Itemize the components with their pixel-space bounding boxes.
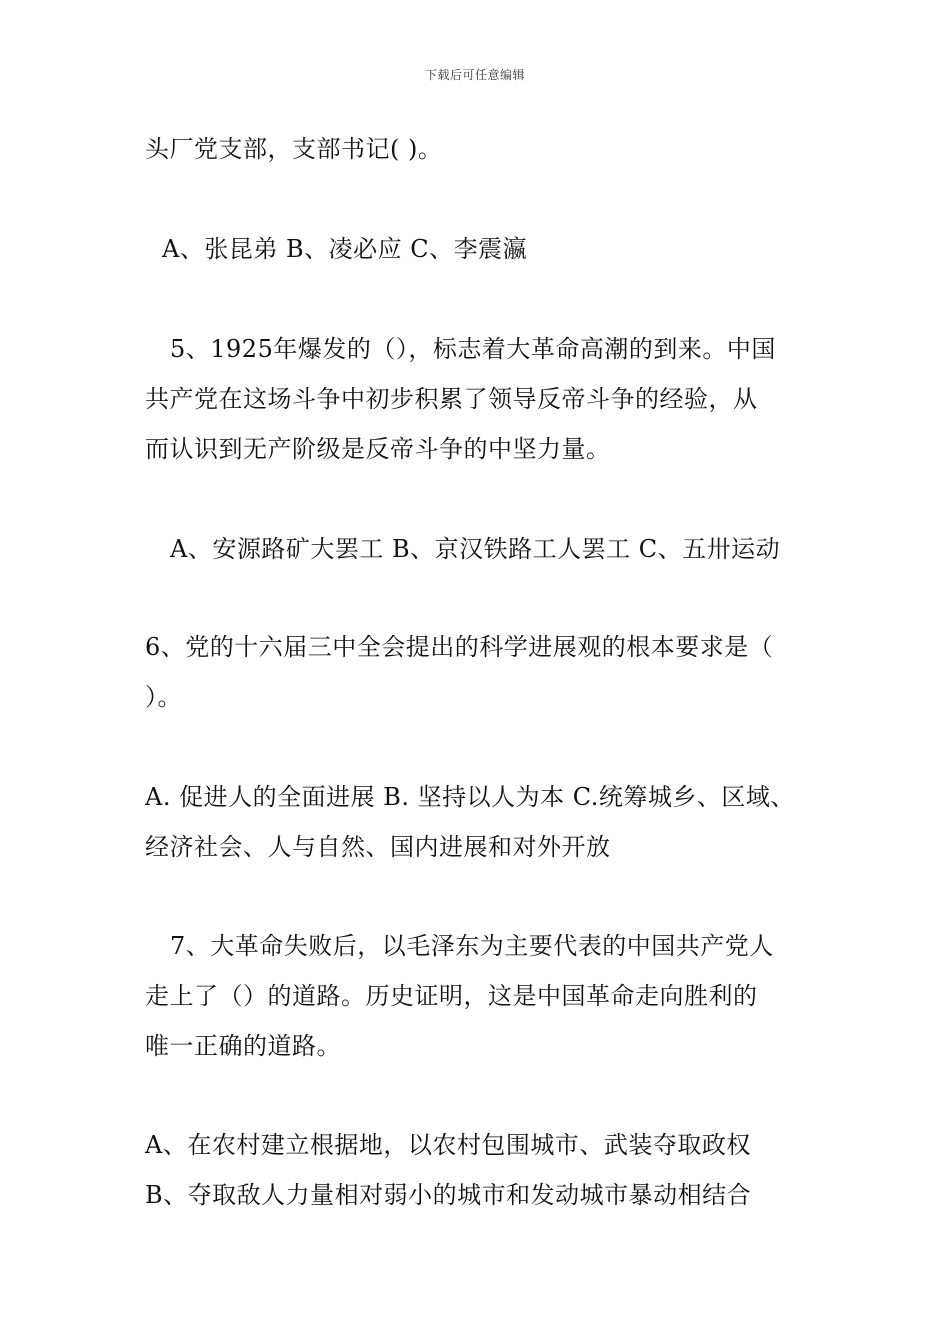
question-5-line-1: 5、1925年爆发的（），标志着大革命高潮的到来。中国 [170, 335, 776, 363]
question-7-option-b: B、夺取敌人力量相对弱小的城市和发动城市暴动相结合 [145, 1181, 752, 1209]
question-5-line-2: 共产党在这场斗争中初步积累了领导反帝斗争的经验，从 [145, 385, 758, 413]
text-line-1: 头厂党支部，支部书记( )。 [145, 135, 443, 163]
question-6-line-1: 6、党的十六届三中全会提出的科学进展观的根本要求是（ [145, 633, 774, 661]
question-7-option-a: A、在农村建立根据地，以农村包围城市、武装夺取政权 [145, 1131, 751, 1159]
question-6-options-line-2: 经济社会、人与自然、国内进展和对外开放 [145, 833, 611, 861]
question-7-line-2: 走上了（）的道路。历史证明，这是中国革命走向胜利的 [145, 982, 758, 1010]
question-5-options: A、安源路矿大罢工 B、京汉铁路工人罢工 C、五卅运动 [170, 535, 781, 563]
question-5-line-3: 而认识到无产阶级是反帝斗争的中坚力量。 [145, 435, 611, 463]
question-6-line-2: ）。 [145, 683, 182, 711]
question-7-line-3: 唯一正确的道路。 [145, 1032, 341, 1060]
page-header: 下载后可任意编辑 [424, 68, 525, 82]
question-6-options-line-1: A. 促进人的全面进展 B. 坚持以人为本 C.统筹城乡、区域、 [145, 783, 795, 811]
question-7-line-1: 7、大革命失败后，以毛泽东为主要代表的中国共产党人 [170, 932, 774, 960]
question-4-options: A、张昆弟 B、凌必应 C、李震瀛 [162, 235, 528, 263]
